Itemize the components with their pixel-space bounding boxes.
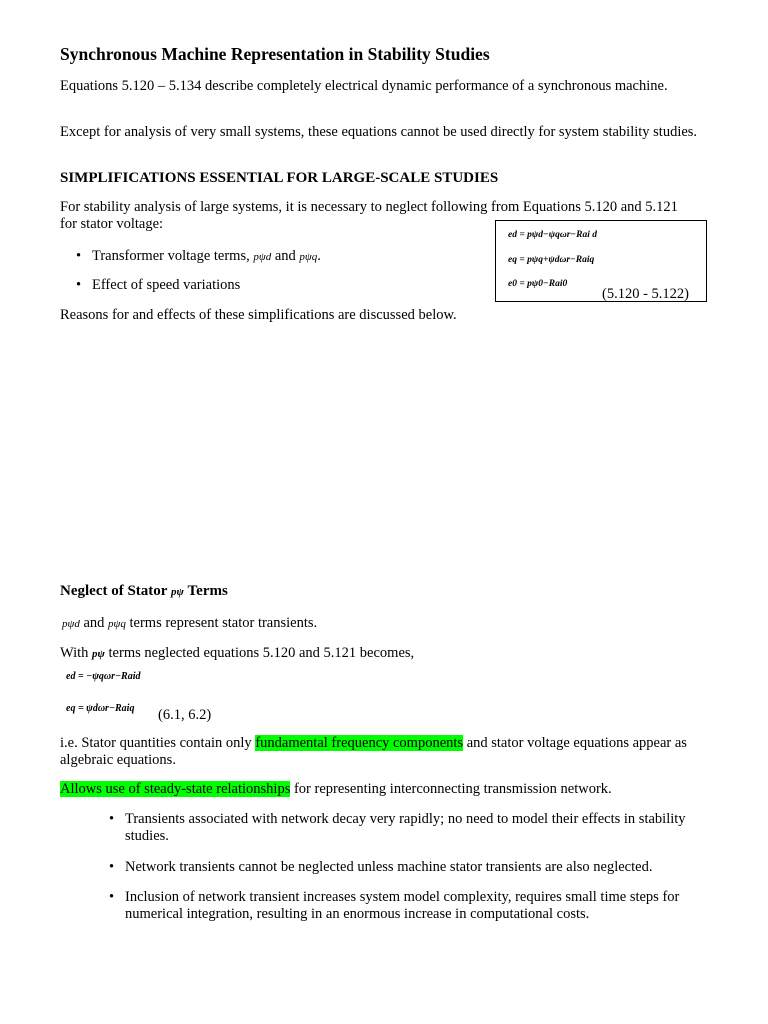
bullet-dot: • (109, 859, 115, 875)
bullet-network-transient-complexity (109, 889, 710, 923)
highlighted-text: fundamental frequency components (255, 735, 464, 751)
bullet-dot: • (109, 889, 115, 905)
line-text: terms neglected equations 5.120 and 5.121 becomes, (108, 645, 415, 661)
bullet-dot: • (76, 277, 82, 293)
reasons-paragraph: Reasons for and effects of these simplifications are discussed below. (60, 307, 457, 323)
bullet-text: Effect of speed variations (92, 277, 241, 293)
simplifications-paragraph: For stability analysis of large systems, it is necessary to neglect following from Equations 5.120 and 5.121 for stator voltage: (60, 199, 678, 232)
bullet-transformer-terms (76, 248, 321, 266)
line-text: With (60, 645, 89, 661)
section-heading-neglect (60, 583, 228, 600)
equation-number-label: (5.120 - 5.122) (602, 286, 689, 302)
conjunction: and (83, 615, 105, 631)
math-term: pψ (92, 648, 105, 660)
heading-text: Terms (187, 583, 228, 599)
equation-eq-simplified: eq = ψdωr−Raiq (66, 703, 135, 714)
stator-transients-line (62, 615, 317, 633)
line-text: terms represent stator transients. (129, 615, 318, 631)
bullet-text: Inclusion of network transient increases system model complexity, requires small time steps for numerical integration, resulting in an enormous increase in computational costs. (125, 889, 680, 922)
section-heading-simplifications: SIMPLIFICATIONS ESSENTIAL FOR LARGE-SCALE STUDIES (60, 170, 499, 186)
math-term: pψq (108, 618, 126, 630)
equation-ed: ed = pψd−ψqωr−Rai d (508, 230, 598, 240)
bullet-network-transients-decay (109, 811, 700, 845)
bullet-dot: • (76, 248, 82, 264)
highlighted-text: Allows use of steady-state relationships (60, 781, 291, 797)
page-title: Synchronous Machine Representation in Stability Studies (60, 44, 490, 64)
with-terms-neglected-line (60, 645, 414, 663)
math-term: pψd (62, 618, 80, 630)
bullet-text: Transformer voltage terms, (92, 248, 250, 264)
fundamental-frequency-paragraph (60, 735, 700, 769)
bullet-speed-variations (76, 277, 241, 294)
heading-text: Neglect of Stator (60, 583, 168, 599)
math-term: pψd (253, 251, 272, 263)
bullet-network-transients-cannot (109, 859, 700, 876)
bullet-dot: • (109, 811, 115, 827)
period: . (317, 248, 321, 264)
para-text: i.e. Stator quantities contain only (60, 735, 252, 751)
para-text: and stator voltage equations appear as algebraic equations. (60, 735, 687, 768)
steady-state-paragraph (60, 781, 700, 798)
conjunction: and (274, 248, 296, 264)
intro-paragraph-2: Except for analysis of very small systems, these equations cannot be used directly for system stability studies. (60, 124, 698, 140)
equation-eq: eq = pψq+ψdωr−Raiq (508, 255, 595, 265)
bullet-text: Network transients cannot be neglected unless machine stator transients are also neglected. (125, 859, 653, 875)
equation-e0: e0 = pψ0−Rai0 (508, 279, 568, 289)
equation-box (495, 220, 707, 302)
para-text: for representing interconnecting transmission network. (293, 781, 612, 797)
math-term: pψq (299, 251, 318, 263)
bullet-text: Transients associated with network decay very rapidly; no need to model their effects in stability studies. (125, 811, 686, 844)
heading-math-term: pψ (170, 586, 184, 598)
equation-number-label: (6.1, 6.2) (158, 707, 212, 723)
intro-paragraph-1: Equations 5.120 – 5.134 describe completely electrical dynamic performance of a synchronous machine. (60, 78, 668, 94)
equation-ed-simplified: ed = −ψqωr−Raid (66, 671, 141, 682)
